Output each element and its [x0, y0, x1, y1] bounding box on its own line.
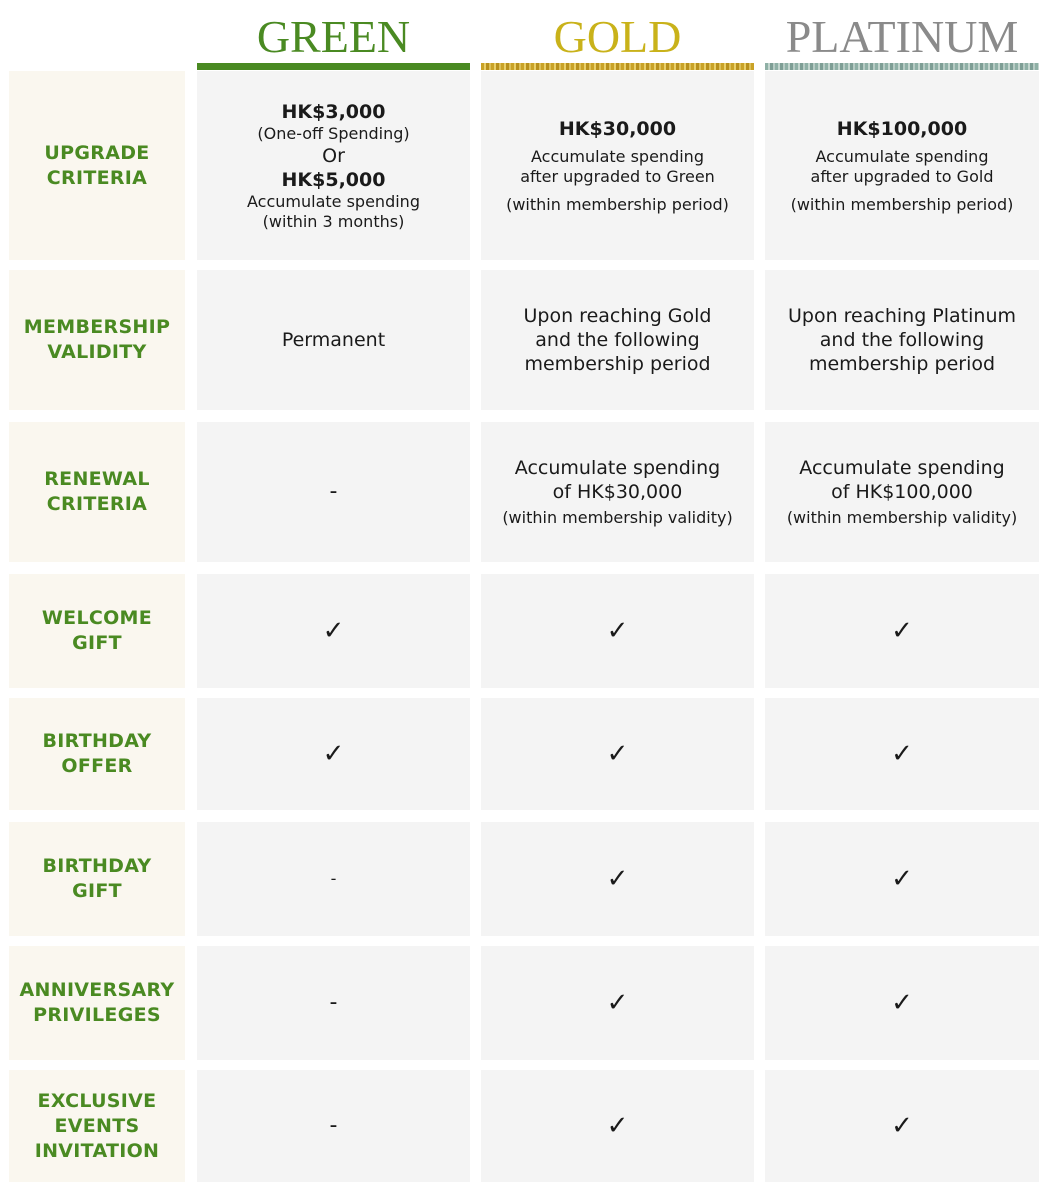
- tier-header-green: [197, 0, 470, 72]
- check-icon: ✓: [606, 1111, 629, 1141]
- row-label: [9, 698, 185, 810]
- row-label: [9, 270, 185, 410]
- tier-name-green: GREEN: [256, 11, 411, 62]
- note: (One-off Spending): [257, 123, 410, 143]
- row-exclusive-events-invitation: [0, 1070, 1046, 1182]
- row-label-line: MEMBERSHIP: [23, 316, 171, 338]
- row-label: [9, 422, 185, 562]
- note: after upgraded to Green: [520, 166, 715, 186]
- row-label: [9, 946, 185, 1060]
- value: membership period: [524, 353, 711, 375]
- cell-green: [197, 422, 470, 562]
- row-label-line: RENEWAL: [44, 468, 150, 490]
- value: membership period: [808, 353, 996, 375]
- note: Accumulate spending: [531, 146, 704, 166]
- row-label-line: BIRTHDAY: [42, 855, 152, 877]
- note: Accumulate spending: [247, 191, 420, 211]
- cell-platinum: [765, 698, 1039, 810]
- check-icon: ✓: [606, 864, 629, 894]
- value: Permanent: [281, 329, 386, 351]
- check-icon: ✓: [891, 1111, 913, 1141]
- value: and the following: [535, 329, 700, 351]
- row-upgrade-criteria: [0, 71, 1046, 260]
- amount: HK$100,000: [836, 117, 968, 140]
- value: Upon reaching Platinum: [787, 305, 1016, 327]
- row-label-line: ANNIVERSARY: [19, 979, 175, 1001]
- row-label-line: EVENTS: [54, 1114, 140, 1137]
- row-label-line: PRIVILEGES: [33, 1004, 161, 1026]
- note: (within membership validity): [786, 508, 1018, 527]
- dash: -: [329, 1113, 338, 1138]
- note: (within membership validity): [502, 508, 733, 527]
- dash: -: [330, 869, 337, 888]
- cell-platinum: [765, 270, 1039, 410]
- tier-bar-gold: [481, 63, 754, 70]
- check-icon: ✓: [891, 616, 913, 646]
- check-icon: ✓: [322, 616, 345, 646]
- dash: -: [329, 479, 338, 504]
- check-icon: ✓: [891, 739, 913, 769]
- row-label-line: VALIDITY: [47, 341, 147, 363]
- row-label-line: GIFT: [72, 632, 122, 654]
- or-text: Or: [322, 144, 345, 167]
- cell-green: [197, 270, 470, 410]
- cell-green: [197, 1070, 470, 1182]
- check-icon: ✓: [606, 616, 629, 646]
- row-label-line: EXCLUSIVE: [37, 1089, 157, 1112]
- check-icon: ✓: [322, 739, 345, 769]
- check-icon: ✓: [891, 864, 913, 894]
- row-anniversary-privileges: [0, 946, 1046, 1060]
- cell-platinum: [765, 1070, 1039, 1182]
- cell-green: [197, 822, 470, 936]
- check-icon: ✓: [606, 739, 629, 769]
- cell-gold: [481, 270, 754, 410]
- row-label: [9, 574, 185, 688]
- row-label-line: OFFER: [61, 755, 133, 777]
- value: and the following: [819, 329, 985, 351]
- check-icon: ✓: [606, 988, 629, 1018]
- row-label-line: CRITERIA: [46, 493, 148, 515]
- amount: HK$5,000: [281, 168, 386, 191]
- cell-green: [197, 71, 470, 260]
- cell-gold: [481, 822, 754, 936]
- row-welcome-gift: [0, 574, 1046, 688]
- row-label: [9, 71, 185, 260]
- row-renewal-criteria: [0, 422, 1046, 562]
- cell-gold: [481, 946, 754, 1060]
- row-label-line: BIRTHDAY: [42, 730, 152, 752]
- row-label-line: UPGRADE: [44, 141, 150, 164]
- cell-gold: [481, 422, 754, 562]
- amount: HK$3,000: [281, 100, 386, 123]
- tier-name-platinum: PLATINUM: [785, 11, 1019, 62]
- note: (within 3 months): [262, 211, 405, 231]
- row-label-line: INVITATION: [34, 1139, 160, 1162]
- cell-green: [197, 698, 470, 810]
- dash: -: [329, 990, 338, 1015]
- value: of HK$30,000: [552, 481, 683, 503]
- check-icon: ✓: [891, 988, 913, 1018]
- tier-header-gold: [481, 0, 754, 72]
- row-label-line: WELCOME: [41, 607, 153, 629]
- row-birthday-gift: [0, 822, 1046, 936]
- tier-header-platinum: [765, 0, 1039, 72]
- cell-gold: [481, 1070, 754, 1182]
- value: Accumulate spending: [514, 457, 721, 479]
- amount: HK$30,000: [558, 117, 677, 140]
- cell-green: [197, 574, 470, 688]
- note: (within membership period): [506, 194, 729, 214]
- tier-bar-green: [197, 63, 470, 70]
- note: Accumulate spending: [815, 146, 989, 166]
- cell-gold: [481, 71, 754, 260]
- row-label: [9, 1070, 185, 1182]
- value: Accumulate spending: [799, 457, 1005, 479]
- cell-gold: [481, 574, 754, 688]
- tier-name-gold: GOLD: [553, 11, 682, 62]
- cell-platinum: [765, 946, 1039, 1060]
- note: (within membership period): [790, 194, 1014, 214]
- row-label-line: CRITERIA: [46, 166, 148, 189]
- cell-platinum: [765, 574, 1039, 688]
- row-birthday-offer: [0, 698, 1046, 810]
- cell-platinum: [765, 422, 1039, 562]
- row-membership-validity: [0, 270, 1046, 410]
- cell-platinum: [765, 822, 1039, 936]
- value: of HK$100,000: [831, 481, 973, 503]
- row-label-line: GIFT: [72, 880, 122, 902]
- note: after upgraded to Gold: [810, 166, 994, 186]
- row-label: [9, 822, 185, 936]
- tier-bar-platinum: [765, 63, 1039, 70]
- cell-platinum: [765, 71, 1039, 260]
- cell-green: [197, 946, 470, 1060]
- cell-gold: [481, 698, 754, 810]
- value: Upon reaching Gold: [523, 305, 712, 327]
